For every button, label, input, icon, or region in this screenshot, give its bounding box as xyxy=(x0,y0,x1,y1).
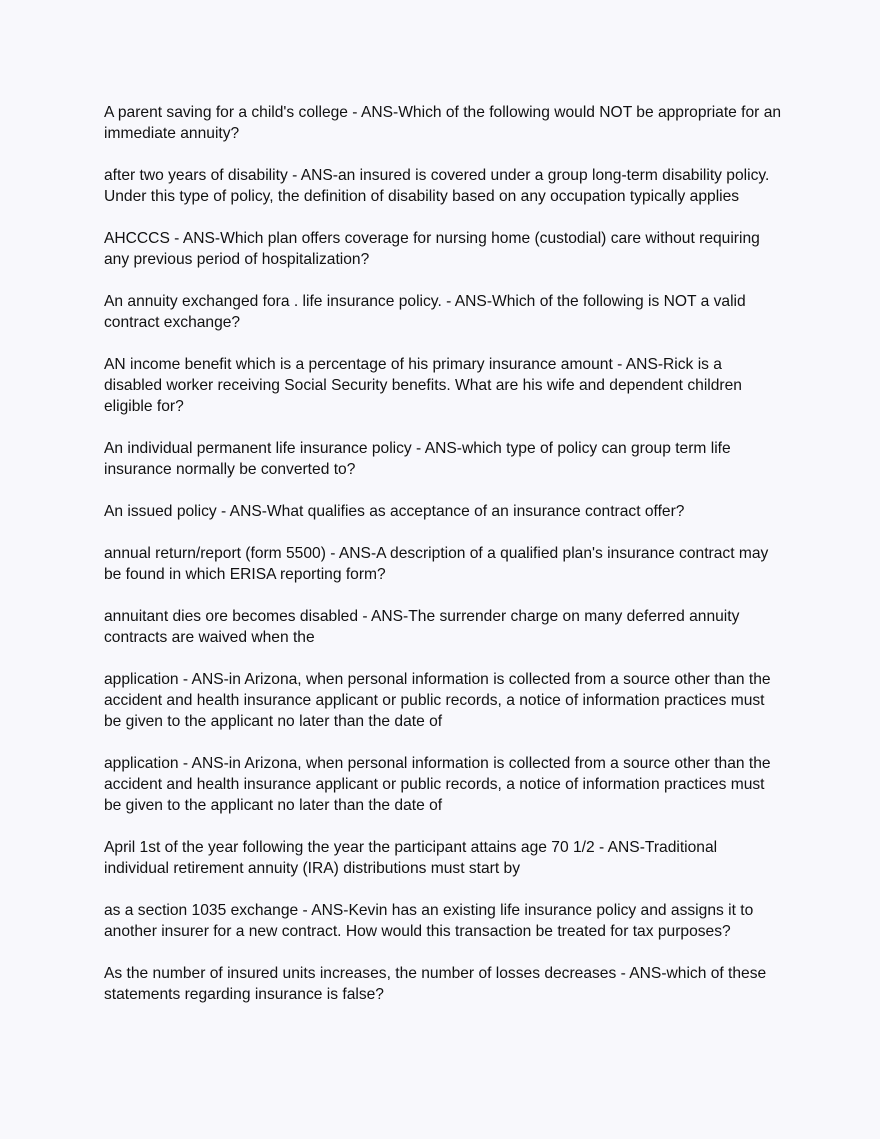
qa-entry: annuitant dies ore becomes disabled - ANS-The surrender charge on many deferred annuity contracts are waived when the xyxy=(104,608,740,646)
qa-entry: AHCCCS - ANS-Which plan offers coverage for nursing home (custodial) care without requiring any previous period of hospitalization? xyxy=(104,230,760,268)
qa-entry: An issued policy - ANS-What qualifies as acceptance of an insurance contract offer? xyxy=(104,503,685,520)
qa-entry: An individual permanent life insurance policy - ANS-which type of policy can group term life insurance normally be converted to? xyxy=(104,440,731,478)
qa-entry: April 1st of the year following the year the participant attains age 70 1/2 - ANS-Traditional individual retirement annuity (IRA) distributions must start by xyxy=(104,839,718,877)
document-page xyxy=(104,102,784,1026)
qa-entry: annual return/report (form 5500) - ANS-A description of a qualified plan's insurance contract may be found in which ERISA reporting form? xyxy=(104,545,769,583)
qa-entry: A parent saving for a child's college - ANS-Which of the following would NOT be appropriate for an immediate annuity? xyxy=(104,104,782,142)
qa-entry: application - ANS-in Arizona, when personal information is collected from a source other than the accident and health insurance applicant or public records, a notice of information practices must be given to the applicant no later than the date of xyxy=(104,755,771,814)
qa-entry: As the number of insured units increases, the number of losses decreases - ANS-which of these statements regarding insurance is false? xyxy=(104,965,767,1003)
qa-entry: after two years of disability - ANS-an insured is covered under a group long-term disability policy. Under this type of policy, the definition of disability based on any occupation typically applies xyxy=(104,167,770,205)
qa-entry: An annuity exchanged fora . life insurance policy. - ANS-Which of the following is NOT a valid contract exchange? xyxy=(104,293,746,331)
qa-entry: application - ANS-in Arizona, when personal information is collected from a source other than the accident and health insurance applicant or public records, a notice of information practices must be given to the applicant no later than the date of xyxy=(104,671,771,730)
qa-entry: AN income benefit which is a percentage of his primary insurance amount - ANS-Rick is a disabled worker receiving Social Security benefits. What are his wife and dependent children eligible for? xyxy=(104,356,742,415)
qa-entry: as a section 1035 exchange - ANS-Kevin has an existing life insurance policy and assigns it to another insurer for a new contract. How would this transaction be treated for tax purposes? xyxy=(104,902,754,940)
